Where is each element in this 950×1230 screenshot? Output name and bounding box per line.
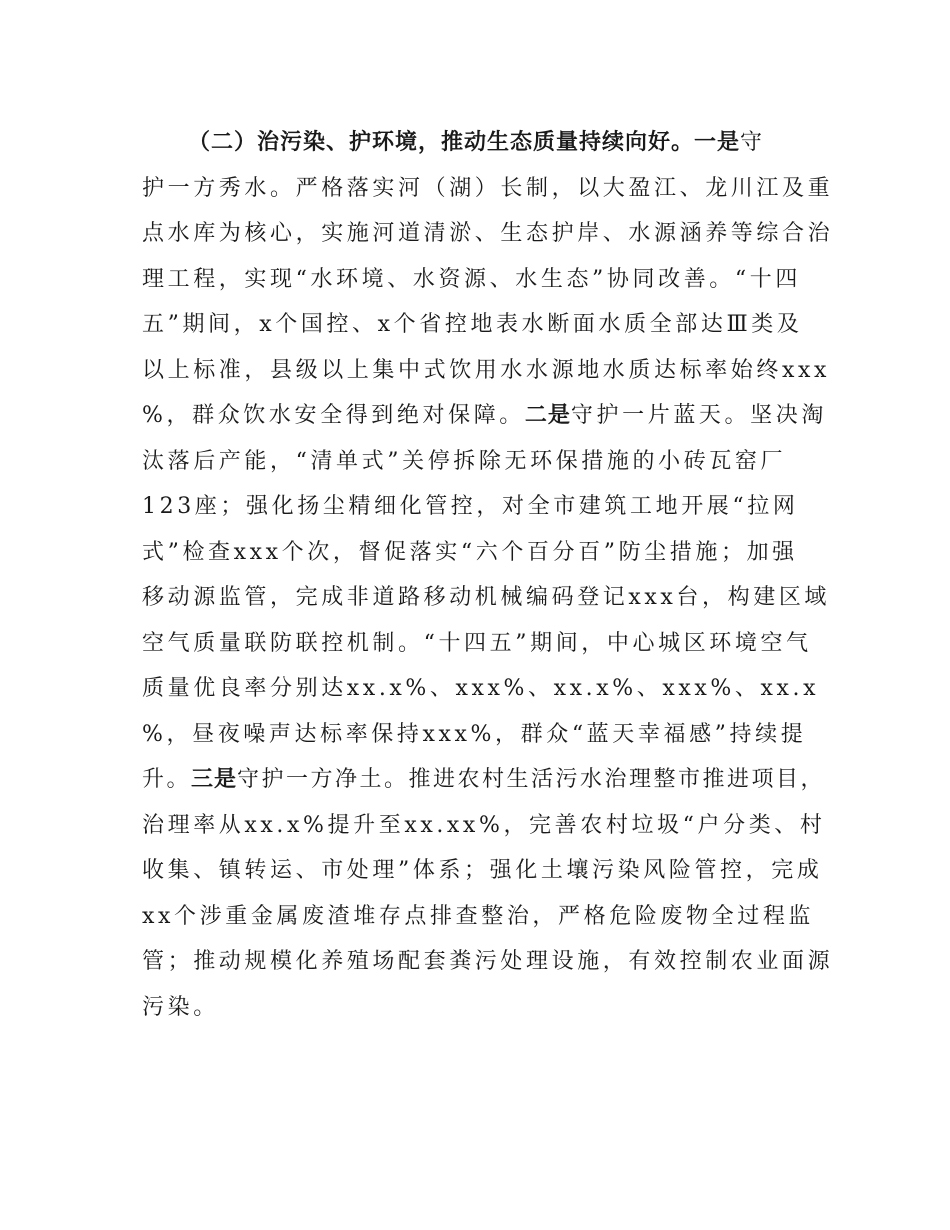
marker-two: 二是 [524, 403, 571, 428]
paragraph-line-12: 空气质量联防联控机制。“十四五”期间，中心城区环境空气 [142, 630, 812, 656]
body-paragraph [142, 120, 834, 1030]
paragraph-line-8: 汰落后产能，“清单式”关停拆除无环保措施的小砖瓦窑厂 [142, 448, 787, 474]
paragraph-line-6: 以上标准，县级以上集中式饮用水水源地水质达标率始终xxx [142, 357, 831, 383]
line-text: 守 [740, 130, 766, 155]
paragraph-line-20: 污染。 [142, 994, 219, 1020]
paragraph-line-1 [142, 120, 822, 166]
paragraph-line-17: 收集、镇转运、市处理”体系；强化土壤污染风险管控，完成 [142, 858, 823, 883]
paragraph-line-16: 治理率从xx.x%提升至xx.xx%，完善农村垃圾“户分类、村 [142, 812, 826, 838]
section-heading: （二）治污染、护环境，推动生态质量持续向好。一是 [188, 130, 741, 155]
paragraph-line-11: 移动源监管，完成非道路移动机械编码登记xxx台，构建区域 [142, 585, 831, 610]
line-text-pre: %，群众饮水安全得到绝对保障。 [142, 403, 525, 428]
paragraph-line-19: 管；推动规模化养殖场配套粪污处理设施，有效控制农业面源 [142, 949, 834, 974]
line-text: 守护一方净土。推进农村生活污水治理整市推进项目， [237, 767, 826, 792]
paragraph-line-10: 式”检查xxx个次，督促落实“六个百分百”防尘措施；加强 [142, 539, 798, 565]
line-text: 守护一片蓝天。坚决淘 [570, 403, 827, 428]
paragraph-line-15 [142, 757, 826, 803]
paragraph-line-9: 123座；强化扬尘精细化管控，对全市建筑工地开展“拉网 [142, 494, 799, 519]
paragraph-line-4: 理工程，实现“水环境、水资源、水生态”协同改善。“十四 [142, 266, 801, 292]
paragraph-line-5: 五”期间，x个国控、x个省控地表水断面水质全部达Ⅲ类及 [142, 312, 803, 337]
paragraph-line-14: %，昼夜噪声达标率保持xxx%，群众“蓝天幸福感”持续提 [142, 721, 807, 747]
paragraph-line-3: 点水库为核心，实施河道清淤、生态护岸、水源涵养等综合治 [142, 221, 834, 246]
paragraph-line-18: xx个涉重金属废渣堆存点排查整治，严格危险废物全过程监 [142, 903, 815, 929]
paragraph-line-13: 质量优良率分别达xx.x%、xxx%、xx.x%、xxx%、xx.x [142, 676, 820, 701]
marker-three: 三是 [191, 767, 238, 792]
paragraph-line-7 [142, 393, 827, 439]
line-text-pre: 升。 [142, 767, 192, 792]
paragraph-line-2: 护一方秀水。严格落实河（湖）长制，以大盈江、龙川江及重 [142, 175, 834, 201]
